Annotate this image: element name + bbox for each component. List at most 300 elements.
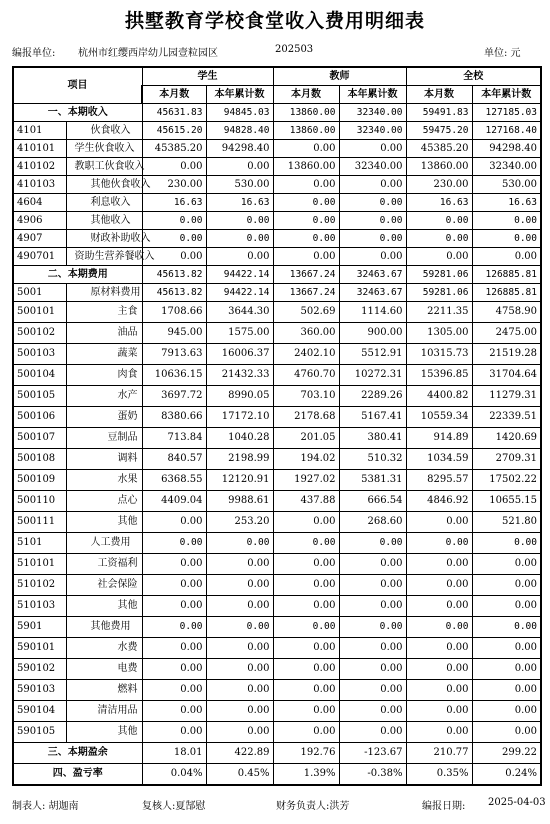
- cell-value: 45631.83: [142, 104, 206, 122]
- cell-value: 2289.26: [339, 386, 406, 407]
- cell-value: 0.00: [406, 701, 472, 722]
- cell-value: 0.00: [206, 212, 273, 230]
- cell-value: 201.05: [273, 428, 339, 449]
- cell-value: 1040.28: [206, 428, 273, 449]
- table-row: [13, 140, 541, 158]
- cell-value: 0.00: [472, 596, 541, 617]
- cell-value: 2178.68: [273, 407, 339, 428]
- cell-value: 253.20: [206, 512, 273, 533]
- cell-value: 713.84: [142, 428, 206, 449]
- account-name: 伙食收入: [66, 122, 142, 140]
- account-code: 490701: [13, 248, 66, 266]
- cell-value: 8295.57: [406, 470, 472, 491]
- table-row: [13, 596, 541, 617]
- cell-value: 0.00: [142, 575, 206, 596]
- header-month: 本月数: [273, 86, 339, 104]
- cell-value: 9988.61: [206, 491, 273, 512]
- cell-value: 0.04%: [142, 764, 206, 786]
- account-name: 人工费用: [66, 533, 142, 554]
- footer-preparer: 制表人: 胡迦南: [12, 801, 79, 812]
- account-code: 410103: [13, 176, 66, 194]
- cell-value: 0.00: [273, 617, 339, 638]
- account-name: 水费: [66, 638, 142, 659]
- cell-value: 5381.31: [339, 470, 406, 491]
- cell-value: 0.00: [142, 212, 206, 230]
- cell-value: 21432.33: [206, 365, 273, 386]
- table-row: [13, 194, 541, 212]
- account-name: 资助生营养餐收入: [66, 248, 142, 266]
- cell-value: 12120.91: [206, 470, 273, 491]
- cell-value: 10315.73: [406, 344, 472, 365]
- report-table: [12, 66, 542, 786]
- cell-value: 0.00: [206, 638, 273, 659]
- cell-value: 0.00: [206, 596, 273, 617]
- cell-value: 5167.41: [339, 407, 406, 428]
- cell-value: 0.00: [142, 554, 206, 575]
- account-code: 500106: [13, 407, 66, 428]
- table-row: [13, 266, 541, 284]
- account-code: 500109: [13, 470, 66, 491]
- cell-value: 0.00: [406, 554, 472, 575]
- cell-value: 0.00: [472, 659, 541, 680]
- cell-value: 0.00: [142, 680, 206, 701]
- cell-value: 8380.66: [142, 407, 206, 428]
- cell-value: 0.00: [273, 638, 339, 659]
- account-name: 教职工伙食收入: [66, 158, 142, 176]
- header-group-student: 学生: [142, 67, 273, 86]
- account-code: 410102: [13, 158, 66, 176]
- table-row: [13, 638, 541, 659]
- cell-value: 0.35%: [406, 764, 472, 786]
- cell-value: 0.00: [273, 554, 339, 575]
- table-row: [13, 701, 541, 722]
- cell-value: 0.00: [142, 158, 206, 176]
- header-ytd: 本年累计数: [206, 86, 273, 104]
- table-row: [13, 122, 541, 140]
- footer-date: 2025-04-03: [488, 797, 546, 808]
- cell-value: 0.00: [406, 638, 472, 659]
- report-period: 202503: [275, 44, 314, 55]
- account-code: 500104: [13, 365, 66, 386]
- header-ytd: 本年累计数: [472, 86, 541, 104]
- account-name: 豆制品: [66, 428, 142, 449]
- cell-value: 0.00: [273, 248, 339, 266]
- cell-value: 0.00: [142, 533, 206, 554]
- cell-value: 0.00: [339, 659, 406, 680]
- account-code: 4604: [13, 194, 66, 212]
- account-code: 590105: [13, 722, 66, 743]
- cell-value: 0.24%: [472, 764, 541, 786]
- cell-value: 32463.67: [339, 284, 406, 302]
- footer-date-label: 编报日期:: [422, 801, 466, 812]
- table-row: [13, 512, 541, 533]
- cell-value: 94422.14: [206, 266, 273, 284]
- cell-value: 0.00: [339, 176, 406, 194]
- cell-value: 230.00: [142, 176, 206, 194]
- cell-value: 0.00: [273, 722, 339, 743]
- account-code: 4101: [13, 122, 66, 140]
- cell-value: 0.00: [273, 533, 339, 554]
- table-row: [13, 386, 541, 407]
- section-label: 二、本期费用: [13, 266, 142, 284]
- cell-value: 0.00: [273, 230, 339, 248]
- table-row: [13, 104, 541, 122]
- cell-value: 0.00: [273, 701, 339, 722]
- cell-value: 13667.24: [273, 266, 339, 284]
- cell-value: 1708.66: [142, 302, 206, 323]
- cell-value: 502.69: [273, 302, 339, 323]
- table-row: [13, 248, 541, 266]
- cell-value: 94422.14: [206, 284, 273, 302]
- cell-value: 32340.00: [339, 104, 406, 122]
- cell-value: 0.00: [339, 680, 406, 701]
- cell-value: 94828.40: [206, 122, 273, 140]
- cell-value: 1114.60: [339, 302, 406, 323]
- cell-value: 0.00: [472, 554, 541, 575]
- account-code: 590103: [13, 680, 66, 701]
- cell-value: 11279.31: [472, 386, 541, 407]
- table-row: [13, 428, 541, 449]
- cell-value: 0.00: [406, 596, 472, 617]
- cell-value: 210.77: [406, 743, 472, 764]
- cell-value: 530.00: [472, 176, 541, 194]
- cell-value: 4409.04: [142, 491, 206, 512]
- cell-value: 13667.24: [273, 284, 339, 302]
- cell-value: 2211.35: [406, 302, 472, 323]
- account-name: 其他: [66, 596, 142, 617]
- cell-value: 230.00: [406, 176, 472, 194]
- cell-value: 0.00: [206, 722, 273, 743]
- cell-value: 0.00: [206, 230, 273, 248]
- cell-value: 4846.92: [406, 491, 472, 512]
- account-name: 其他费用: [66, 617, 142, 638]
- cell-value: 0.00: [406, 212, 472, 230]
- cell-value: 0.00: [206, 701, 273, 722]
- cell-value: 0.00: [339, 533, 406, 554]
- account-code: 500111: [13, 512, 66, 533]
- cell-value: 1034.59: [406, 449, 472, 470]
- cell-value: 4758.90: [472, 302, 541, 323]
- account-code: 500108: [13, 449, 66, 470]
- cell-value: 0.00: [406, 248, 472, 266]
- cell-value: 0.00: [339, 212, 406, 230]
- cell-value: 0.00: [142, 659, 206, 680]
- account-code: 590101: [13, 638, 66, 659]
- cell-value: 0.00: [206, 680, 273, 701]
- cell-value: 32463.67: [339, 266, 406, 284]
- cell-value: 0.45%: [206, 764, 273, 786]
- account-code: 5901: [13, 617, 66, 638]
- cell-value: 192.76: [273, 743, 339, 764]
- account-code: 4906: [13, 212, 66, 230]
- cell-value: 13860.00: [273, 122, 339, 140]
- cell-value: 13860.00: [406, 158, 472, 176]
- cell-value: 31704.64: [472, 365, 541, 386]
- cell-value: 0.00: [406, 659, 472, 680]
- cell-value: 0.00: [142, 638, 206, 659]
- cell-value: 32340.00: [339, 158, 406, 176]
- cell-value: 0.00: [472, 617, 541, 638]
- table-row: [13, 680, 541, 701]
- cell-value: 10272.31: [339, 365, 406, 386]
- cell-value: 0.00: [472, 638, 541, 659]
- section-label: 一、本期收入: [13, 104, 142, 122]
- cell-value: 0.00: [339, 230, 406, 248]
- cell-value: 1927.02: [273, 470, 339, 491]
- cell-value: 4400.82: [406, 386, 472, 407]
- cell-value: 0.00: [472, 722, 541, 743]
- account-name: 清洁用品: [66, 701, 142, 722]
- cell-value: 10559.34: [406, 407, 472, 428]
- cell-value: 59475.20: [406, 122, 472, 140]
- cell-value: 10655.15: [472, 491, 541, 512]
- table-row: [13, 230, 541, 248]
- account-code: 500107: [13, 428, 66, 449]
- account-name: 水果: [66, 470, 142, 491]
- cell-value: 0.00: [472, 230, 541, 248]
- table-row: [13, 323, 541, 344]
- cell-value: 16.63: [206, 194, 273, 212]
- cell-value: 94298.40: [206, 140, 273, 158]
- cell-value: 16.63: [472, 194, 541, 212]
- cell-value: 45385.20: [406, 140, 472, 158]
- cell-value: 703.10: [273, 386, 339, 407]
- account-name: 油品: [66, 323, 142, 344]
- table-row: [13, 176, 541, 194]
- table-row: [13, 575, 541, 596]
- account-name: 其他: [66, 512, 142, 533]
- cell-value: 510.32: [339, 449, 406, 470]
- cell-value: 0.00: [142, 596, 206, 617]
- table-row: [13, 470, 541, 491]
- cell-value: 3644.30: [206, 302, 273, 323]
- cell-value: 0.00: [339, 617, 406, 638]
- cell-value: 0.00: [339, 701, 406, 722]
- cell-value: 2198.99: [206, 449, 273, 470]
- cell-value: 126885.81: [472, 266, 541, 284]
- cell-value: 0.00: [273, 680, 339, 701]
- account-code: 590104: [13, 701, 66, 722]
- cell-value: 840.57: [142, 449, 206, 470]
- cell-value: 127168.40: [472, 122, 541, 140]
- account-name: 其他收入: [66, 212, 142, 230]
- table-row: [13, 449, 541, 470]
- cell-value: 0.00: [206, 554, 273, 575]
- cell-value: 268.60: [339, 512, 406, 533]
- cell-value: 0.00: [142, 230, 206, 248]
- cell-value: 21519.28: [472, 344, 541, 365]
- cell-value: 0.00: [206, 533, 273, 554]
- report-body: [13, 104, 541, 786]
- header-month: 本月数: [406, 86, 472, 104]
- cell-value: 1420.69: [472, 428, 541, 449]
- cell-value: 6368.55: [142, 470, 206, 491]
- cell-value: 2402.10: [273, 344, 339, 365]
- cell-value: 10636.15: [142, 365, 206, 386]
- account-code: 5001: [13, 284, 66, 302]
- cell-value: 16.63: [142, 194, 206, 212]
- cell-value: 0.00: [472, 701, 541, 722]
- header-ytd: 本年累计数: [339, 86, 406, 104]
- cell-value: 5512.91: [339, 344, 406, 365]
- account-name: 调料: [66, 449, 142, 470]
- cell-value: 0.00: [472, 533, 541, 554]
- section-label: 三、本期盈余: [13, 743, 142, 764]
- cell-value: 16006.37: [206, 344, 273, 365]
- cell-value: 0.00: [273, 212, 339, 230]
- account-name: 工资福利: [66, 554, 142, 575]
- cell-value: 0.00: [206, 659, 273, 680]
- cell-value: -123.67: [339, 743, 406, 764]
- cell-value: 3697.72: [142, 386, 206, 407]
- account-code: 410101: [13, 140, 66, 158]
- cell-value: 59491.83: [406, 104, 472, 122]
- cell-value: 15396.85: [406, 365, 472, 386]
- cell-value: 0.00: [273, 575, 339, 596]
- header-month: 本月数: [142, 86, 206, 104]
- account-name: 学生伙食收入: [66, 140, 142, 158]
- footer-reviewer: 复核人:夏郜慰: [142, 801, 206, 812]
- cell-value: 422.89: [206, 743, 273, 764]
- cell-value: 18.01: [142, 743, 206, 764]
- cell-value: 0.00: [406, 722, 472, 743]
- cell-value: 0.00: [273, 194, 339, 212]
- cell-value: 0.00: [406, 533, 472, 554]
- cell-value: 7913.63: [142, 344, 206, 365]
- cell-value: 22339.51: [472, 407, 541, 428]
- cell-value: 0.00: [472, 575, 541, 596]
- cell-value: 0.00: [206, 575, 273, 596]
- cell-value: 0.00: [273, 512, 339, 533]
- cell-value: 17172.10: [206, 407, 273, 428]
- header-group-teacher: 教师: [273, 67, 406, 86]
- table-row: [13, 533, 541, 554]
- cell-value: 126885.81: [472, 284, 541, 302]
- cell-value: 4760.70: [273, 365, 339, 386]
- currency-unit: 单位: 元: [484, 48, 521, 59]
- cell-value: 17502.22: [472, 470, 541, 491]
- account-name: 蛋奶: [66, 407, 142, 428]
- cell-value: 0.00: [339, 554, 406, 575]
- cell-value: 380.41: [339, 428, 406, 449]
- cell-value: 127185.03: [472, 104, 541, 122]
- account-name: 利息收入: [66, 194, 142, 212]
- cell-value: 945.00: [142, 323, 206, 344]
- account-name: 电费: [66, 659, 142, 680]
- table-row: [13, 284, 541, 302]
- cell-value: 94298.40: [472, 140, 541, 158]
- account-code: 500105: [13, 386, 66, 407]
- cell-value: 666.54: [339, 491, 406, 512]
- cell-value: 0.00: [339, 596, 406, 617]
- cell-value: 0.00: [273, 140, 339, 158]
- cell-value: 45385.20: [142, 140, 206, 158]
- cell-value: 299.22: [472, 743, 541, 764]
- cell-value: 521.80: [472, 512, 541, 533]
- account-name: 点心: [66, 491, 142, 512]
- account-name: 原材料费用: [66, 284, 142, 302]
- table-row: [13, 764, 541, 786]
- cell-value: 0.00: [406, 680, 472, 701]
- cell-value: 45615.20: [142, 122, 206, 140]
- cell-value: 0.00: [339, 638, 406, 659]
- header-item: 项目: [13, 67, 142, 104]
- table-row: [13, 659, 541, 680]
- cell-value: 0.00: [273, 176, 339, 194]
- account-name: 财政补助收入: [66, 230, 142, 248]
- section-label: 四、盈亏率: [13, 764, 142, 786]
- cell-value: 0.00: [206, 248, 273, 266]
- table-row: [13, 365, 541, 386]
- cell-value: 0.00: [406, 575, 472, 596]
- cell-value: 2475.00: [472, 323, 541, 344]
- account-code: 510101: [13, 554, 66, 575]
- table-row: [13, 743, 541, 764]
- cell-value: 59281.06: [406, 266, 472, 284]
- table-row: [13, 722, 541, 743]
- account-code: 590102: [13, 659, 66, 680]
- account-name: 主食: [66, 302, 142, 323]
- cell-value: 0.00: [406, 617, 472, 638]
- cell-value: 16.63: [406, 194, 472, 212]
- account-name: 其他: [66, 722, 142, 743]
- cell-value: 0.00: [142, 512, 206, 533]
- cell-value: 0.00: [206, 158, 273, 176]
- school-name: 杭州市红缨西岸幼儿园壹粒园区: [78, 48, 218, 59]
- cell-value: 0.00: [472, 680, 541, 701]
- cell-value: 0.00: [339, 140, 406, 158]
- unit-label: 编报单位:: [12, 48, 56, 59]
- cell-value: 0.00: [339, 575, 406, 596]
- account-code: 510102: [13, 575, 66, 596]
- cell-value: 0.00: [206, 617, 273, 638]
- footer-finance: 财务负责人:洪芳: [276, 801, 350, 812]
- account-code: 5101: [13, 533, 66, 554]
- cell-value: 0.00: [142, 617, 206, 638]
- cell-value: 0.00: [339, 194, 406, 212]
- cell-value: 914.89: [406, 428, 472, 449]
- table-row: [13, 302, 541, 323]
- account-code: 500103: [13, 344, 66, 365]
- table-row: [13, 407, 541, 428]
- cell-value: 59281.06: [406, 284, 472, 302]
- cell-value: 0.00: [472, 212, 541, 230]
- cell-value: 360.00: [273, 323, 339, 344]
- cell-value: 0.00: [406, 230, 472, 248]
- cell-value: 0.00: [273, 659, 339, 680]
- cell-value: 94845.03: [206, 104, 273, 122]
- cell-value: 13860.00: [273, 104, 339, 122]
- table-row: [13, 212, 541, 230]
- cell-value: 8990.05: [206, 386, 273, 407]
- cell-value: 45613.82: [142, 284, 206, 302]
- cell-value: 0.00: [339, 722, 406, 743]
- header-group-school: 全校: [406, 67, 541, 86]
- table-row: [13, 617, 541, 638]
- account-name: 燃料: [66, 680, 142, 701]
- table-row: [13, 491, 541, 512]
- account-name: 社会保险: [66, 575, 142, 596]
- account-code: 500101: [13, 302, 66, 323]
- cell-value: 0.00: [472, 248, 541, 266]
- table-row: [13, 158, 541, 176]
- cell-value: 530.00: [206, 176, 273, 194]
- table-row: [13, 344, 541, 365]
- cell-value: 32340.00: [472, 158, 541, 176]
- cell-value: 2709.31: [472, 449, 541, 470]
- account-code: 510103: [13, 596, 66, 617]
- account-code: 500102: [13, 323, 66, 344]
